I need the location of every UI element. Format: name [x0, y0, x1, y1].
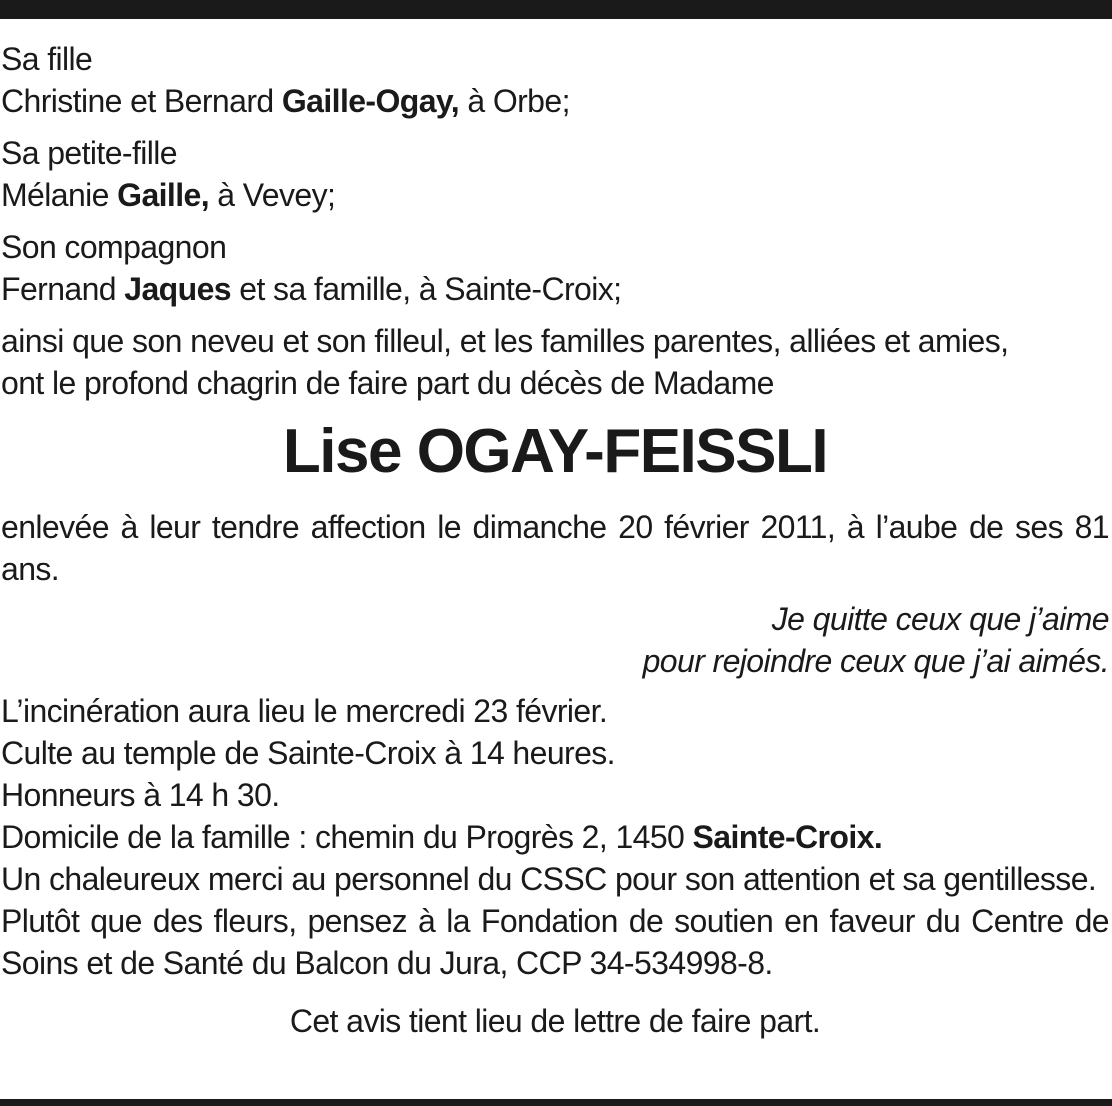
announcement-intro: ainsi que son neveu et son filleul, et les familles parentes, alliées et amies, ont le profond chagrin de faire part du décès de Madame — [1, 323, 1009, 401]
passing-text: enlevée à leur tendre affection le dimanche 20 février 2011, à l’aube de ses 81 ans. — [1, 509, 1109, 587]
quote: Je quitte ceux que j’aime pour rejoindre ceux que j’ai aimés. — [642, 601, 1109, 679]
service-text: Culte au temple de Sainte-Croix à 14 heures. — [1, 735, 615, 771]
flowers-text: Plutôt que des fleurs, pensez à la Fondation de soutien en faveur du Centre de Soins et de Santé du Balcon du Jura, CCP 34-534998-8. — [1, 903, 1109, 981]
thanks-text: Un chaleureux merci au personnel du CSSC pour son attention et sa gentillesse. — [1, 861, 1097, 897]
domicile-text: Domicile de la famille : chemin du Progrès 2, 1450 Sainte-Croix. — [1, 819, 883, 855]
ceremony-details — [1, 690, 1109, 984]
family-granddaughter — [1, 132, 1109, 216]
family-daughter — [1, 38, 1109, 122]
family-companion — [1, 226, 1109, 310]
relative-line: Christine et Bernard Gaille-Ogay, à Orbe; — [1, 83, 570, 119]
relative-surname: Gaille, — [117, 177, 210, 213]
domicile-town: Sainte-Croix. — [692, 819, 883, 855]
top-rule — [0, 0, 1112, 19]
bottom-rule — [0, 1099, 1112, 1106]
relative-line: Fernand Jaques et sa famille, à Sainte-Croix; — [1, 271, 622, 307]
relative-line: Mélanie Gaille, à Vevey; — [1, 177, 336, 213]
relation-label: Son compagnon — [1, 229, 227, 265]
obituary-notice — [1, 38, 1109, 1042]
relation-label: Sa petite-fille — [1, 135, 177, 171]
incineration-text: L’incinération aura lieu le mercredi 23 février. — [1, 693, 608, 729]
honours-text: Honneurs à 14 h 30. — [1, 777, 280, 813]
closing-text: Cet avis tient lieu de lettre de faire part. — [289, 1003, 821, 1039]
relation-label: Sa fille — [1, 41, 93, 77]
relative-surname: Jaques — [124, 271, 231, 307]
relative-surname: Gaille-Ogay, — [281, 83, 460, 119]
deceased-name: Lise OGAY-FEISSLI — [282, 417, 828, 486]
